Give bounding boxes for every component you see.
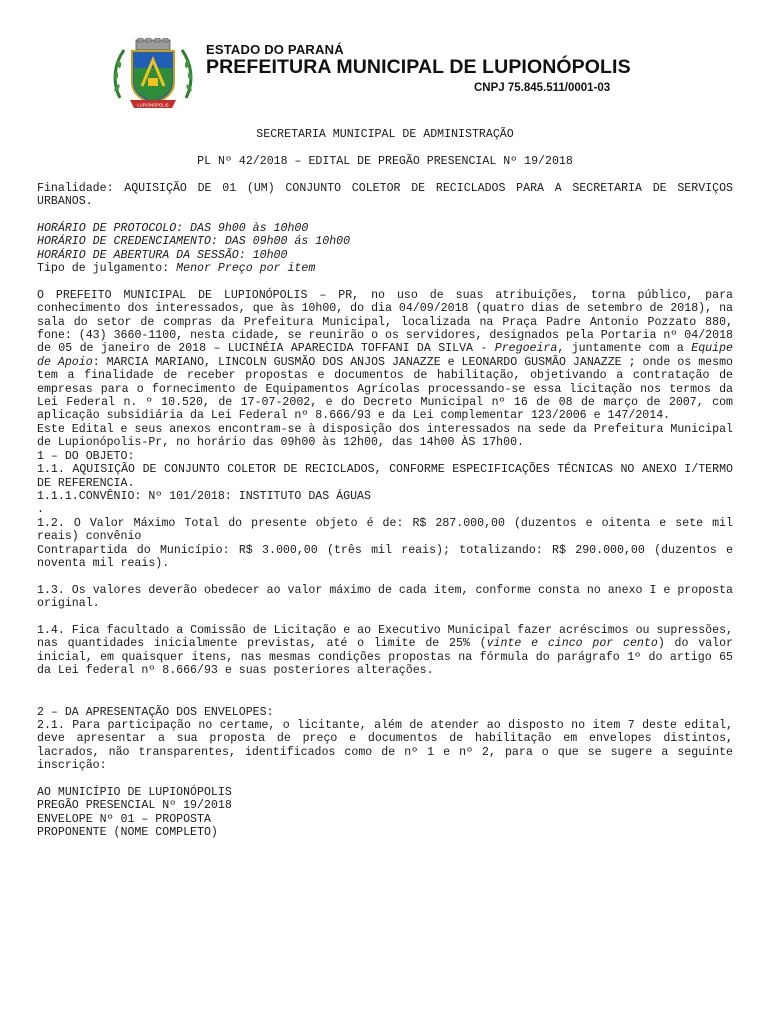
horario-credenciamento: HORÁRIO DE CREDENCIAMENTO: DAS 09h00 ás 10h00 <box>37 235 351 249</box>
item-1-2: 1.2. O Valor Máximo Total do presente objeto é de: R$ 287.000,00 (duzentos e oitenta e sete mil reais) convênio <box>37 516 733 544</box>
letterhead <box>110 38 670 108</box>
preambulo-paragraph: O PREFEITO MUNICIPAL DE LUPIONÓPOLIS – PR, no uso de suas atribuições, torna público, para conhecimento dos interessados, que às 10h00, do dia 04/09/2018 (quatro dias de setembro de 2018), na sala do setor de compras da Prefeitura Municipal, localizada na Praça Padre Antonio Pozzato 880, fone: (43) 3660-1100, nesta cidade, se reunirão o os servidores, designados pela Portaria nº 04/2018 de 05 de janeiro de 2018 – LUCINÉIA APARECIDA TOFFANI DA SILVA - Pregoeira, juntamente com a Equipe de Apoio: MARCIA MARIANO, LINCOLN GUSMÃO DOS ANJOS JANAZZE e LEONARDO GUSMÃO JANAZZE ; onde os mesmo tem a finalidade de receber propostas e documentos de habilitação, objetivando a contratação de empresas para o fornecimento de Equipamentos Agrícolas processando-se essa licitação nos termos da Lei Federal n. º 10.520, de 17-07-2002, e do Decreto Municipal nº 16 de 08 de março de 2007, com aplicação subsidiária da Lei Federal nº 8.666/93 e da Lei complementar 123/2006 e 147/2014. <box>37 288 733 423</box>
inscricao-line: ENVELOPE Nº 01 – PROPOSTA <box>37 812 211 826</box>
secretaria-heading: SECRETARIA MUNICIPAL DE ADMINISTRAÇÃO <box>256 128 514 141</box>
contrapartida: Contrapartida do Município: R$ 3.000,00 (três mil reais); totalizando: R$ 290.000,00 (duzentos e noventa mil reais). <box>37 543 733 570</box>
crest-ribbon-text: LUPIONÓPOLIS <box>137 102 169 108</box>
prefecture-name: PREFEITURA MUNICIPAL DE LUPIONÓPOLIS <box>206 56 631 78</box>
document-body <box>37 128 733 840</box>
inscricao-line: PREGÃO PRESENCIAL Nº 19/2018 <box>37 799 232 813</box>
inscricao-line: AO MUNICÍPIO DE LUPIONÓPOLIS <box>37 785 232 799</box>
objeto-title: 1 – DO OBJETO: <box>37 449 135 463</box>
inscricao-line: PROPONENTE (NOME COMPLETO) <box>37 826 218 840</box>
horario-protocolo: HORÁRIO DE PROTOCOLO: DAS 9h00 às 10h00 <box>37 221 309 235</box>
municipal-crest-icon <box>110 38 196 110</box>
item-1-1: 1.1. AQUISIÇÃO DE CONJUNTO COLETOR DE RECICLADOS, CONFORME ESPECIFICAÇÕES TÉCNICAS NO ANEXO I/TERMO DE REFERENCIA. <box>37 463 733 490</box>
tipo-julgamento: Tipo de julgamento: Menor Preço por item <box>37 262 316 276</box>
item-2-1: 2.1. Para participação no certame, o licitante, além de atender ao disposto no item 7 deste edital, deve apresentar a sua proposta de preço e documentos de habilitação em envelopes distintos, lacrados, não transparentes, identificados como de nº 1 e nº 2, para o que se sugere a seguinte inscrição: <box>37 718 733 773</box>
horario-abertura: HORÁRIO DE ABERTURA DA SESSÃO: 10h00 <box>37 248 288 262</box>
item-1-1-1: 1.1.1.CONVÊNIO: Nº 101/2018: INSTITUTO DAS ÁGUAS <box>37 489 371 503</box>
envelopes-title: 2 – DA APRESENTAÇÃO DOS ENVELOPES: <box>37 705 274 719</box>
cnpj: CNPJ 75.845.511/0001-03 <box>474 82 611 94</box>
disponibilidade-paragraph: Este Edital e seus anexos encontram-se à disposição dos interessados na sede da Prefeitura Municipal de Lupionópolis-Pr, no horário das 09h00 às 12h00, das 14h00 ÀS 17h00. <box>37 422 733 450</box>
item-1-3: 1.3. Os valores deverão obedecer ao valor máximo de cada item, conforme consta no anexo I e proposta original. <box>37 583 733 611</box>
state-name: ESTADO DO PARANÁ <box>206 42 344 57</box>
finalidade: Finalidade: AQUISIÇÃO DE 01 (UM) CONJUNTO COLETOR DE RECICLADOS PARA A SECRETARIA DE SERVIÇOS URBANOS. <box>37 181 733 208</box>
edital-heading: PL Nº 42/2018 – EDITAL DE PREGÃO PRESENCIAL Nº 19/2018 <box>197 154 573 168</box>
item-separator: . <box>37 503 44 517</box>
item-1-4: 1.4. Fica facultado a Comissão de Licitação e ao Executivo Municipal fazer acréscimos ou supressões, nas quantidades inicialmente previstas, até o limite de 25% (vinte e cinco por cento) do valor inicial, em quaisquer itens, nas mesmas condições propostas na fórmula do parágrafo 1º do artigo 65 da Lei federal nº 8.666/93 e suas posteriores alterações. <box>37 623 733 678</box>
